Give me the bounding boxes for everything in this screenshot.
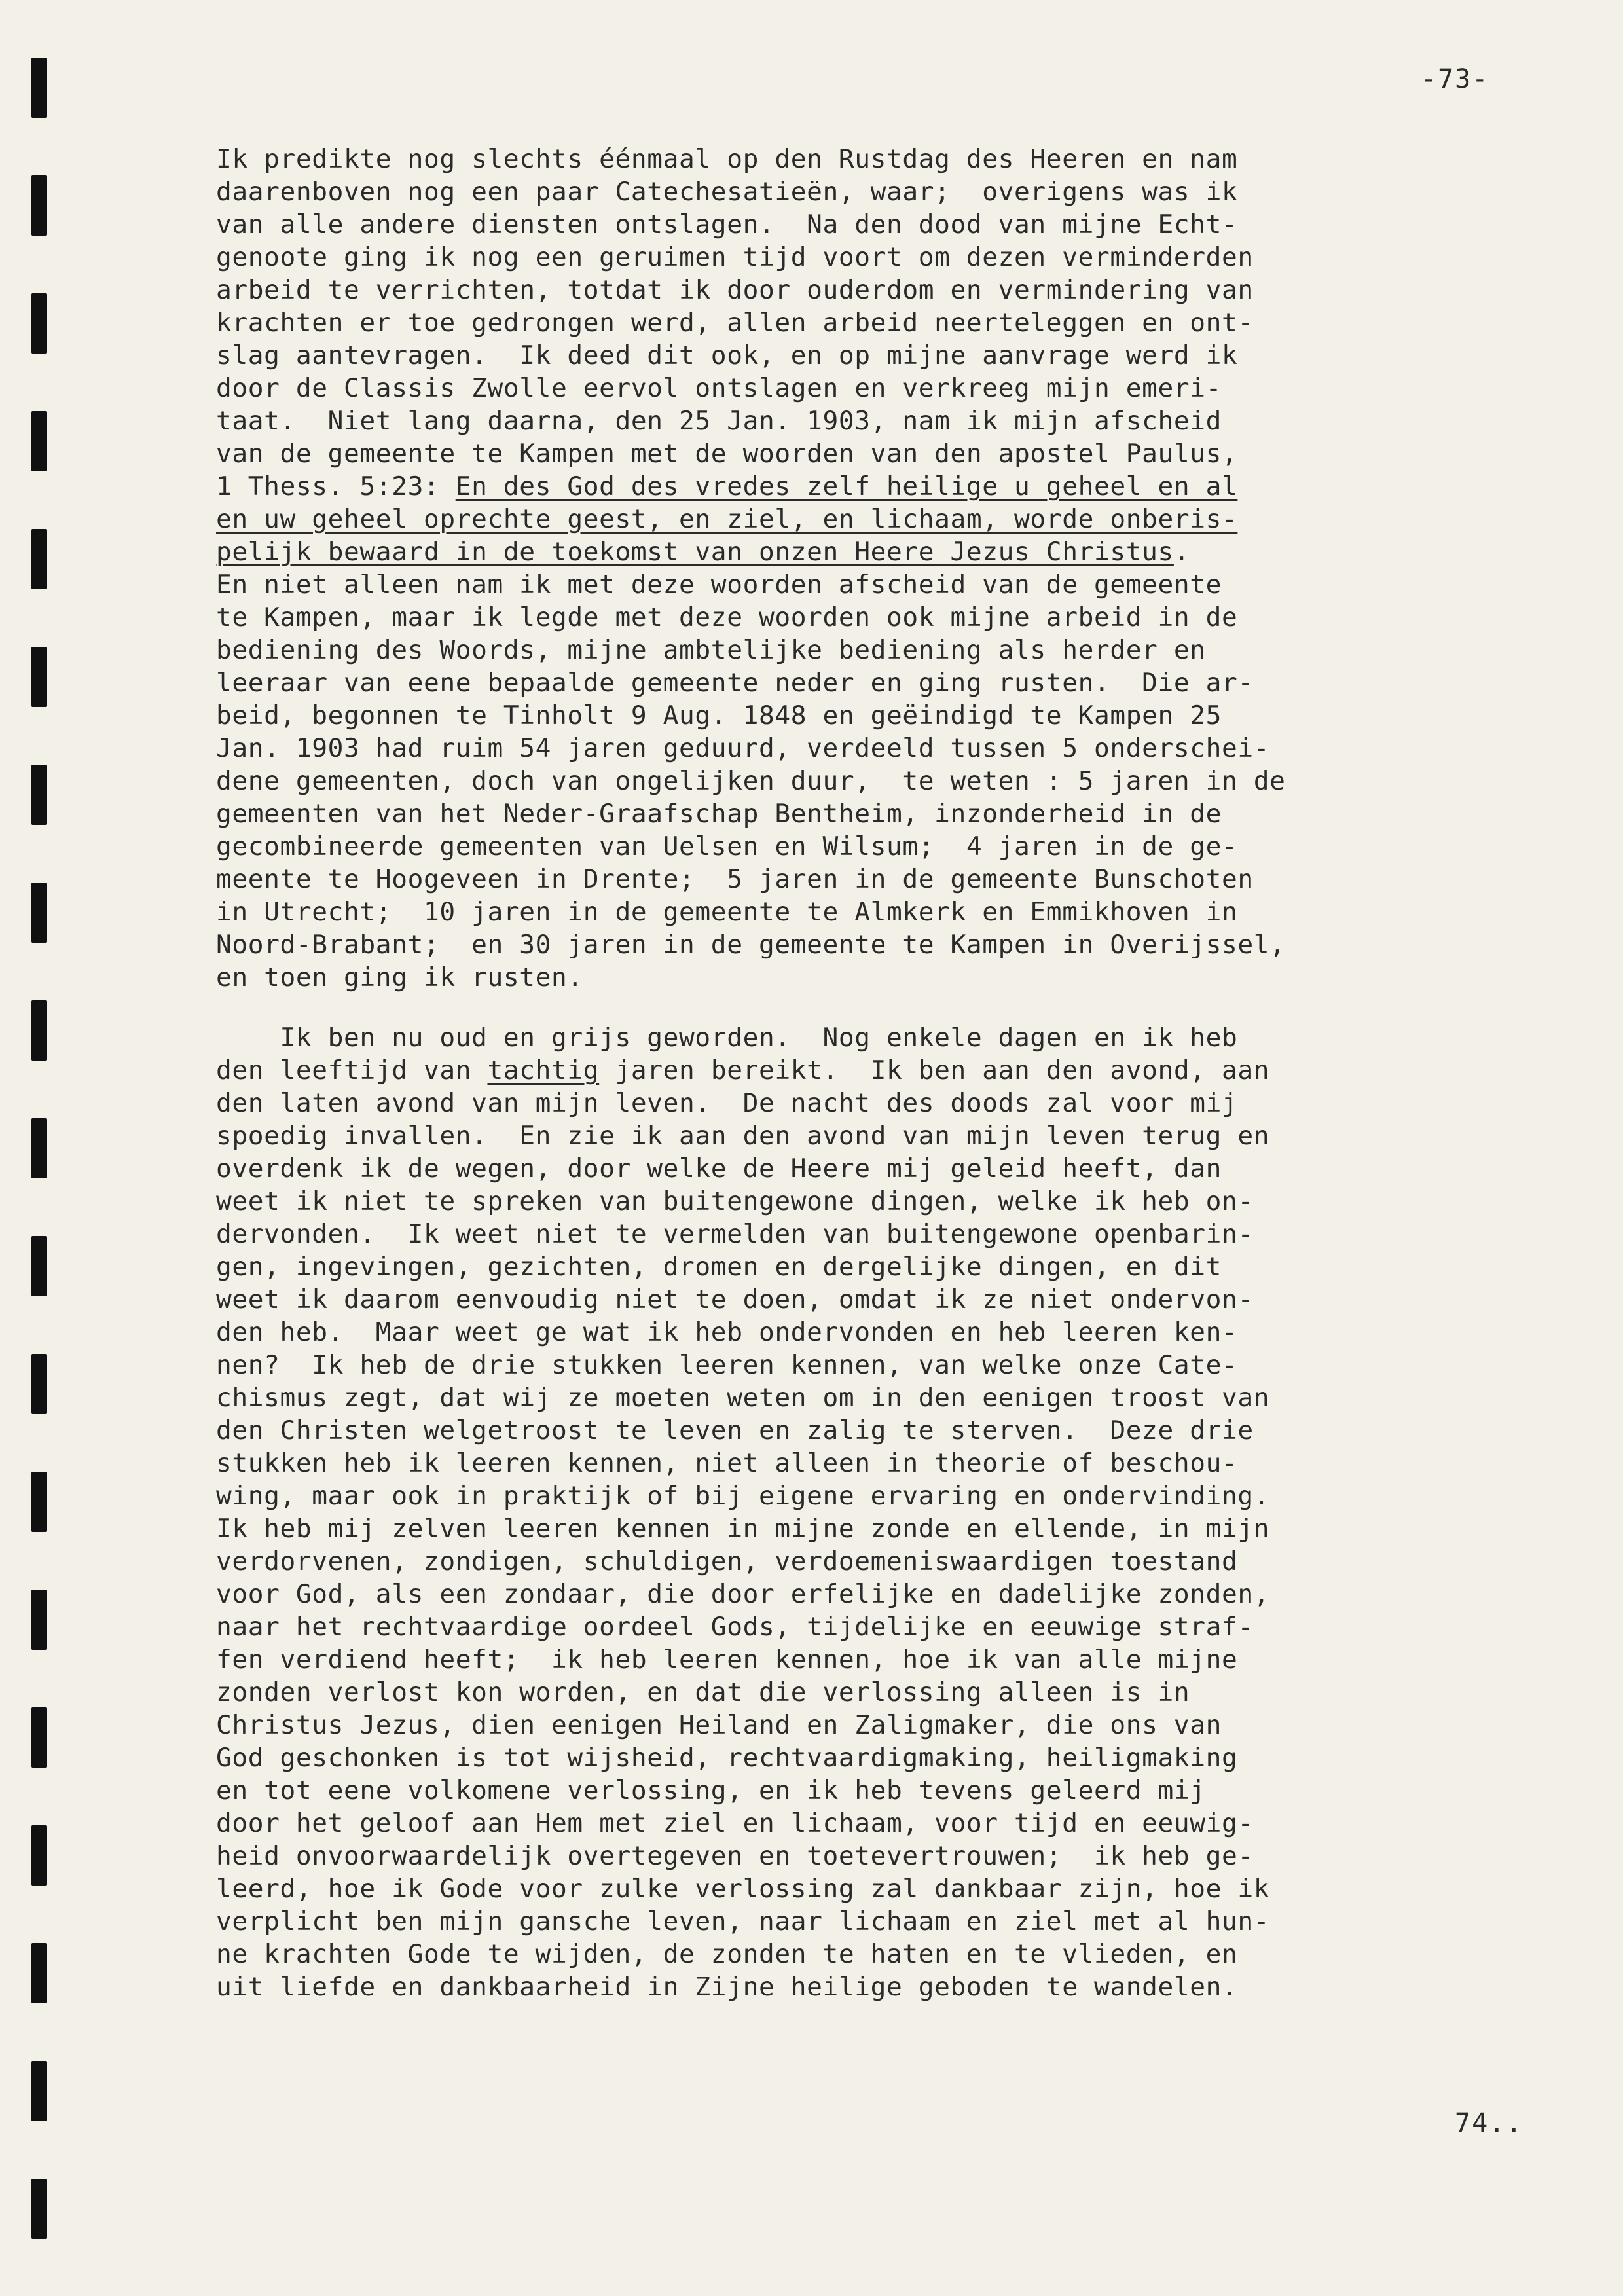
line-text: zonden verlost kon worden, en dat die verlossing alleen is in (216, 1677, 1190, 1707)
text-line (216, 634, 1578, 666)
binder-hole (31, 411, 47, 471)
binder-hole (31, 1825, 47, 1886)
underlined-text: pelijk bewaard in de toekomst van onzen Heere Jezus Christus (216, 537, 1174, 567)
text-line (216, 1316, 1578, 1349)
text-line (216, 1349, 1578, 1381)
line-text: Christus Jezus, dien eenigen Heiland en Zaligmaker, die ons van (216, 1710, 1222, 1740)
line-text: heid onvoorwaardelijk overtegeven en toetevertrouwen; ik heb ge- (216, 1841, 1254, 1871)
line-text: meente te Hoogeveen in Drente; 5 jaren in de gemeente Bunschoten (216, 864, 1254, 894)
line-text: Ik predikte nog slechts éénmaal op den Rustdag des Heeren en nam (216, 144, 1238, 174)
binder-hole (31, 1118, 47, 1178)
text-line (216, 372, 1578, 405)
text-line (216, 1152, 1578, 1185)
underlined-text: en uw geheel oprechte geest, en ziel, en lichaam, worde onberis- (216, 504, 1238, 534)
text-line (216, 1414, 1578, 1447)
binder-hole (31, 1707, 47, 1768)
line-text: overdenk ik de wegen, door welke de Heere mij geleid heeft, dan (216, 1154, 1222, 1184)
text-line (216, 1741, 1578, 1774)
underlined-text: En des God des vredes zelf heilige u geheel en al (455, 471, 1238, 501)
text-line (216, 1807, 1578, 1840)
text-line (216, 339, 1578, 372)
text-line (216, 1872, 1578, 1905)
line-text: te Kampen, maar ik legde met deze woorden ook mijne arbeid in de (216, 602, 1238, 632)
text-line (216, 405, 1578, 437)
binder-hole (31, 58, 47, 118)
line-text: voor God, als een zondaar, die door erfelijke en dadelijke zonden, (216, 1579, 1270, 1609)
text-line (216, 601, 1578, 634)
text-line (216, 274, 1578, 306)
line-text: gen, ingevingen, gezichten, dromen en dergelijke dingen, en dit (216, 1252, 1222, 1282)
line-text: van alle andere diensten ontslagen. Na den dood van mijne Echt- (216, 210, 1238, 240)
line-text: En niet alleen nam ik met deze woorden afscheid van de gemeente (216, 570, 1222, 600)
text-line (216, 863, 1578, 896)
text-line (216, 437, 1578, 470)
line-text: den Christen welgetroost te leven en zalig te sterven. Deze drie (216, 1415, 1254, 1446)
line-text: weet ik daarom eenvoudig niet te doen, omdat ik ze niet ondervon- (216, 1285, 1254, 1315)
text-line (216, 1185, 1578, 1218)
binder-hole (31, 1236, 47, 1296)
text-line (216, 503, 1578, 536)
text-line (216, 208, 1578, 241)
line-text: 1 Thess. 5:23: (216, 471, 456, 501)
line-text: bediening des Woords, mijne ambtelijke bediening als herder en (216, 635, 1206, 665)
text-line (216, 1971, 1578, 2003)
text-line (216, 1643, 1578, 1676)
text-line (216, 1676, 1578, 1709)
line-text: leeraar van eene bepaalde gemeente neder en ging rusten. Die ar- (216, 668, 1254, 698)
paragraph (216, 1021, 1578, 2003)
text-line (216, 1905, 1578, 1938)
line-text: Ik ben nu oud en grijs geworden. Nog enkele dagen en ik heb (216, 1023, 1238, 1053)
line-text: dervonden. Ik weet niet te vermelden van buitengewone openbarin- (216, 1219, 1254, 1249)
text-line (216, 143, 1578, 175)
line-text: God geschonken is tot wijsheid, rechtvaardigmaking, heiligmaking (216, 1743, 1238, 1773)
text-line (216, 1611, 1578, 1643)
line-text: den heb. Maar weet ge wat ik heb ondervonden en heb leeren ken- (216, 1317, 1238, 1347)
line-text: taat. Niet lang daarna, den 25 Jan. 1903, nam ik mijn afscheid (216, 406, 1222, 436)
underlined-text: tachtig (487, 1055, 600, 1085)
line-text: ne krachten Gode te wijden, de zonden te haten en te vlieden, en (216, 1939, 1238, 1969)
line-text: Noord-Brabant; en 30 jaren in de gemeente te Kampen in Overijssel, (216, 930, 1286, 960)
text-line (216, 536, 1578, 568)
text-line (216, 470, 1578, 503)
line-text: . (1173, 537, 1190, 567)
text-line (216, 306, 1578, 339)
binder-hole (31, 175, 47, 236)
text-line (216, 765, 1578, 797)
line-text: Jan. 1903 had ruim 54 jaren geduurd, verdeeld tussen 5 onderschei- (216, 733, 1270, 763)
text-line (216, 175, 1578, 208)
line-text: door de Classis Zwolle eervol ontslagen en verkreeg mijn emeri- (216, 373, 1222, 403)
line-text: in Utrecht; 10 jaren in de gemeente te Almkerk en Emmikhoven in (216, 897, 1238, 927)
line-text: gemeenten van het Neder-Graafschap Bentheim, inzonderheid in de (216, 799, 1222, 829)
text-line (216, 666, 1578, 699)
line-text: slag aantevragen. Ik deed dit ook, en op mijne aanvrage werd ik (216, 340, 1238, 371)
text-line (216, 1545, 1578, 1578)
line-text: weet ik niet te spreken van buitengewone dingen, welke ik heb on- (216, 1186, 1254, 1216)
binder-hole (31, 1354, 47, 1414)
text-line (216, 699, 1578, 732)
next-page-number: 74.. (1455, 2108, 1523, 2138)
line-text: naar het rechtvaardige oordeel Gods, tijdelijke en eeuwige straf- (216, 1612, 1254, 1642)
binder-hole (31, 293, 47, 354)
paragraph (216, 143, 1578, 994)
text-line (216, 1480, 1578, 1512)
text-line (216, 568, 1578, 601)
text-line (216, 1218, 1578, 1250)
text-line (216, 830, 1578, 863)
text-line (216, 1054, 1578, 1087)
binder-hole (31, 647, 47, 707)
body-text (216, 143, 1578, 2003)
line-text: beid, begonnen te Tinholt 9 Aug. 1848 en geëindigd te Kampen 25 (216, 701, 1222, 731)
text-line (216, 1250, 1578, 1283)
line-text: en toen ging ik rusten. (216, 962, 583, 993)
text-line (216, 1840, 1578, 1872)
line-text: jaren bereikt. Ik ben aan den avond, aan (599, 1055, 1270, 1085)
binder-hole (31, 2061, 47, 2121)
line-text: verplicht ben mijn gansche leven, naar lichaam en ziel met al hun- (216, 1906, 1270, 1937)
binder-hole (31, 765, 47, 825)
binder-hole (31, 1472, 47, 1532)
binder-hole (31, 2179, 47, 2239)
text-line (216, 1283, 1578, 1316)
line-text: genoote ging ik nog een geruimen tijd voort om dezen verminderden (216, 242, 1254, 272)
binder-hole (31, 529, 47, 589)
line-text: Ik heb mij zelven leeren kennen in mijne zonde en ellende, in mijn (216, 1514, 1270, 1544)
text-line (216, 1120, 1578, 1152)
line-text: chismus zegt, dat wij ze moeten weten om in den eenigen troost van (216, 1383, 1270, 1413)
line-text: door het geloof aan Hem met ziel en lichaam, voor tijd en eeuwig- (216, 1808, 1254, 1838)
text-line (216, 1087, 1578, 1120)
line-text: spoedig invallen. En zie ik aan den avond van mijn leven terug en (216, 1121, 1270, 1151)
binder-hole (31, 1000, 47, 1061)
text-line (216, 241, 1578, 274)
line-text: en tot eene volkomene verlossing, en ik heb tevens geleerd mij (216, 1776, 1206, 1806)
line-text: den leeftijd van (216, 1055, 488, 1085)
text-line (216, 1938, 1578, 1971)
line-text: krachten er toe gedrongen werd, allen arbeid neerteleggen en ont- (216, 308, 1254, 338)
text-line (216, 797, 1578, 830)
text-line (216, 1512, 1578, 1545)
text-line (216, 1578, 1578, 1611)
binder-hole (31, 1943, 47, 2003)
text-line (216, 961, 1578, 994)
line-text: gecombineerde gemeenten van Uelsen en Wilsum; 4 jaren in de ge- (216, 831, 1238, 862)
line-text: nen? Ik heb de drie stukken leeren kennen, van welke onze Cate- (216, 1350, 1238, 1380)
text-line (216, 1021, 1578, 1054)
line-text: stukken heb ik leeren kennen, niet alleen in theorie of beschou- (216, 1448, 1238, 1478)
text-line (216, 1381, 1578, 1414)
text-line (216, 1709, 1578, 1741)
text-line (216, 896, 1578, 928)
binder-hole (31, 883, 47, 943)
page-number: -73- (1421, 64, 1489, 94)
line-text: arbeid te verrichten, totdat ik door ouderdom en vermindering van (216, 275, 1254, 305)
line-text: uit liefde en dankbaarheid in Zijne heilige geboden te wandelen. (216, 1972, 1238, 2002)
line-text: den laten avond van mijn leven. De nacht des doods zal voor mij (216, 1088, 1238, 1118)
line-text: dene gemeenten, doch van ongelijken duur, te weten : 5 jaren in de (216, 766, 1286, 796)
text-line (216, 1447, 1578, 1480)
text-line (216, 1774, 1578, 1807)
text-line (216, 732, 1578, 765)
line-text: wing, maar ook in praktijk of bij eigene ervaring en ondervinding. (216, 1481, 1270, 1511)
text-line (216, 928, 1578, 961)
line-text: van de gemeente te Kampen met de woorden van den apostel Paulus, (216, 439, 1238, 469)
line-text: leerd, hoe ik Gode voor zulke verlossing zal dankbaar zijn, hoe ik (216, 1874, 1270, 1904)
line-text: verdorvenen, zondigen, schuldigen, verdoemeniswaardigen toestand (216, 1546, 1238, 1576)
line-text: daarenboven nog een paar Catechesatieën, waar; overigens was ik (216, 177, 1238, 207)
line-text: fen verdiend heeft; ik heb leeren kennen, hoe ik van alle mijne (216, 1645, 1238, 1675)
binder-hole (31, 1590, 47, 1650)
